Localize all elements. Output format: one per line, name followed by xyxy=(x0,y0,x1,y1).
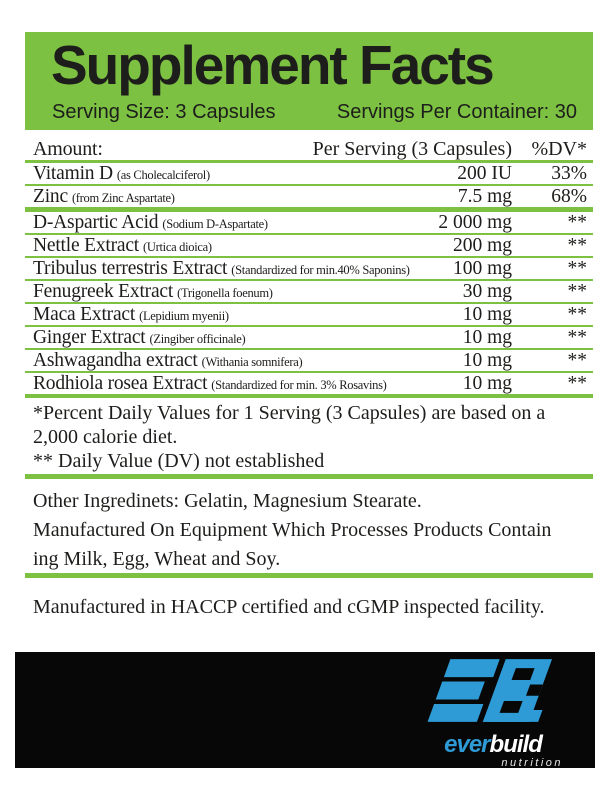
footnote-line: 2,000 calorie diet. xyxy=(33,426,178,448)
ingredient-amount: 10 mg xyxy=(462,304,512,325)
ingredient-dv: ** xyxy=(567,327,587,348)
ingredient-detail: (from Zinc Aspartate) xyxy=(71,191,175,205)
ingredient-name: Nettle Extract xyxy=(33,235,140,256)
ingredient-name: Ginger Extract xyxy=(33,327,146,348)
facts-table xyxy=(25,138,593,398)
footnote-line: ** Daily Value (DV) not established xyxy=(33,450,325,472)
footnote-line: *Percent Daily Values for 1 Serving (3 Capsules) are based on a xyxy=(33,402,546,424)
ingredient-detail: (Zingiber officinale) xyxy=(149,332,246,346)
ingredient-dv: ** xyxy=(567,212,587,233)
ingredient-detail: (Withania somnifera) xyxy=(201,355,303,369)
ingredient-dv: ** xyxy=(567,258,587,279)
ingredient-dv: ** xyxy=(567,235,587,256)
table-row xyxy=(25,281,593,304)
other-ingredients xyxy=(25,487,608,574)
brand-footer xyxy=(15,652,595,768)
ingredient-name: Tribulus terrestris Extract xyxy=(33,258,228,279)
table-row xyxy=(25,212,593,235)
other-ingredients-line: Other Ingredinets: Gelatin, Magnesium Stearate. xyxy=(33,490,422,512)
brand-name-ever: ever xyxy=(444,731,490,758)
allergen-line: Manufactured On Equipment Which Processes Products Contain xyxy=(33,519,552,541)
brand-name-build: build xyxy=(489,731,542,758)
eb-monogram-icon xyxy=(422,658,564,732)
ingredient-dv: ** xyxy=(567,304,587,325)
ingredient-name: Rodhiola rosea Extract xyxy=(33,373,208,394)
ingredient-dv: 33% xyxy=(551,163,587,184)
ingredient-amount: 7.5 mg xyxy=(457,186,512,207)
servings-per-container-label: Servings Per Container: 30 xyxy=(336,101,577,123)
ingredient-dv: ** xyxy=(567,281,587,302)
table-row xyxy=(25,258,593,281)
ingredient-name: Maca Extract xyxy=(33,304,136,325)
table-row xyxy=(25,235,593,258)
ingredient-name: Zinc xyxy=(33,186,68,207)
ingredient-dv: ** xyxy=(567,373,587,394)
ingredient-amount: 200 mg xyxy=(452,235,512,256)
table-row xyxy=(25,163,593,186)
page-title: Supplement Facts xyxy=(51,34,493,96)
ingredient-detail: (as Cholecalciferol) xyxy=(116,168,210,182)
header-panel xyxy=(25,32,593,130)
ingredient-amount: 200 IU xyxy=(457,163,512,184)
footnotes xyxy=(25,401,601,473)
ingredient-name: D-Aspartic Acid xyxy=(33,212,159,233)
ingredient-amount: 10 mg xyxy=(462,327,512,348)
section-divider xyxy=(25,573,593,578)
table-header-row xyxy=(25,138,593,163)
ingredient-detail: (Lepidium myenii) xyxy=(139,309,229,323)
ingredient-dv: 68% xyxy=(551,186,587,207)
table-row xyxy=(25,350,593,373)
brand-tagline: nutrition xyxy=(501,757,563,769)
everbuild-logo xyxy=(417,658,569,769)
ingredient-amount: 100 mg xyxy=(452,258,512,279)
table-row xyxy=(25,186,593,212)
ingredient-detail: (Sodium D-Aspartate) xyxy=(162,217,268,231)
ingredient-amount: 10 mg xyxy=(462,373,512,394)
facility-note: Manufactured in HACCP certified and cGMP inspected facility. xyxy=(33,596,545,618)
ingredient-detail: (Standardized for min. 3% Rosavins) xyxy=(211,378,387,392)
brand-wordmark xyxy=(444,731,542,758)
ingredient-detail: (Trigonella foenum) xyxy=(177,286,273,300)
ingredient-dv: ** xyxy=(567,350,587,371)
table-row xyxy=(25,327,593,350)
ingredient-amount: 30 mg xyxy=(462,281,512,302)
section-divider xyxy=(25,474,593,479)
ingredient-detail: (Urtica dioica) xyxy=(143,240,212,254)
ingredient-amount: 10 mg xyxy=(462,350,512,371)
ingredient-amount: 2 000 mg xyxy=(438,212,512,233)
ingredient-name: Fenugreek Extract xyxy=(33,281,174,302)
serving-size-label: Serving Size: 3 Capsules xyxy=(52,101,276,123)
column-header-amount: Amount: xyxy=(33,138,103,160)
ingredient-name: Ashwagandha extract xyxy=(33,350,198,371)
table-row xyxy=(25,373,593,398)
table-row xyxy=(25,304,593,327)
column-header-per-serving: Per Serving (3 Capsules) xyxy=(312,138,512,160)
allergen-line: ing Milk, Egg, Wheat and Soy. xyxy=(33,548,281,570)
serving-info-row xyxy=(52,101,577,124)
ingredient-detail: (Standardized for min.40% Saponins) xyxy=(231,263,410,277)
column-header-dv: %DV* xyxy=(531,138,587,160)
ingredient-name: Vitamin D xyxy=(33,163,113,184)
